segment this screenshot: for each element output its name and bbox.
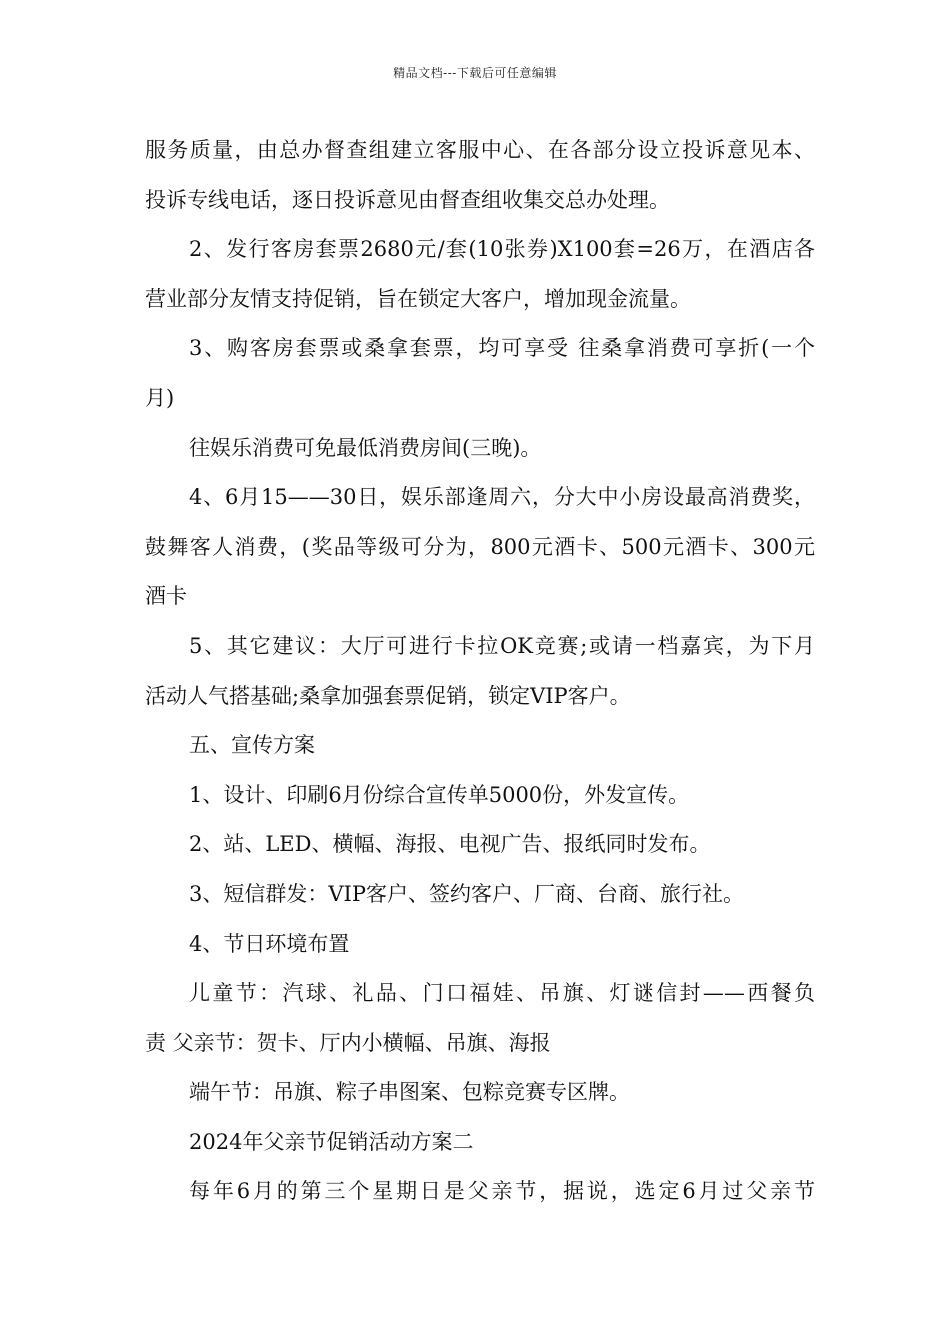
paragraph-line: 儿童节：汽球、礼品、门口福娃、吊旗、灯谜信封——西餐负: [189, 981, 815, 1006]
page-header: 精品文档---下载后可任意编辑: [393, 66, 557, 80]
section-heading: 五、宣传方案: [189, 733, 315, 758]
paragraph-line: 营业部分友情支持促销，旨在锁定大客户，增加现金流量。: [145, 286, 691, 311]
paragraph-line: 活动人气搭基础;桑拿加强套票促销，锁定VIP客户。: [145, 683, 631, 708]
section-heading: 2024年父亲节促销活动方案二: [189, 1129, 474, 1154]
paragraph-line: 服务质量，由总办督查组建立客服中心、在各部分设立投诉意见本、: [145, 138, 815, 162]
paragraph-line: 1、设计、印刷6月份综合宣传单5000份，外发宣传。: [189, 782, 690, 807]
paragraph-line: 酒卡: [145, 584, 187, 609]
paragraph-line: 4、节日环境布置: [189, 931, 350, 956]
paragraph-line: 责 父亲节：贺卡、厅内小横幅、吊旗、海报: [145, 1030, 551, 1055]
paragraph-line: 2、发行客房套票2680元/套(10张券)X100套=26万，在酒店各: [189, 237, 815, 262]
paragraph-line: 每年6月的第三个星期日是父亲节，据说，选定6月过父亲节: [189, 1179, 815, 1204]
paragraph-line: 端午节：吊旗、粽子串图案、包粽竞赛专区牌。: [189, 1080, 630, 1105]
paragraph-line: 月): [145, 385, 175, 410]
paragraph-line: 鼓舞客人消费，(奖品等级可分为，800元酒卡、500元酒卡、300元: [145, 534, 815, 559]
document-body: [145, 128, 815, 1219]
paragraph-line: 3、购客房套票或桑拿套票，均可享受 往桑拿消费可享折(一个: [189, 336, 815, 361]
paragraph-line: 2、站、LED、横幅、海报、电视广告、报纸同时发布。: [189, 832, 711, 857]
paragraph-line: 5、其它建议：大厅可进行卡拉OK竞赛;或请一档嘉宾，为下月: [189, 633, 815, 658]
paragraph-line: 投诉专线电话，逐日投诉意见由督查组收集交总办处理。: [145, 187, 670, 212]
paragraph-line: 往娱乐消费可免最低消费房间(三晚)。: [189, 435, 542, 460]
paragraph-line: 3、短信群发：VIP客户、签约客户、厂商、台商、旅行社。: [189, 881, 744, 906]
paragraph-line: 4、6月15——30日，娱乐部逢周六，分大中小房设最高消费奖，: [189, 485, 815, 510]
